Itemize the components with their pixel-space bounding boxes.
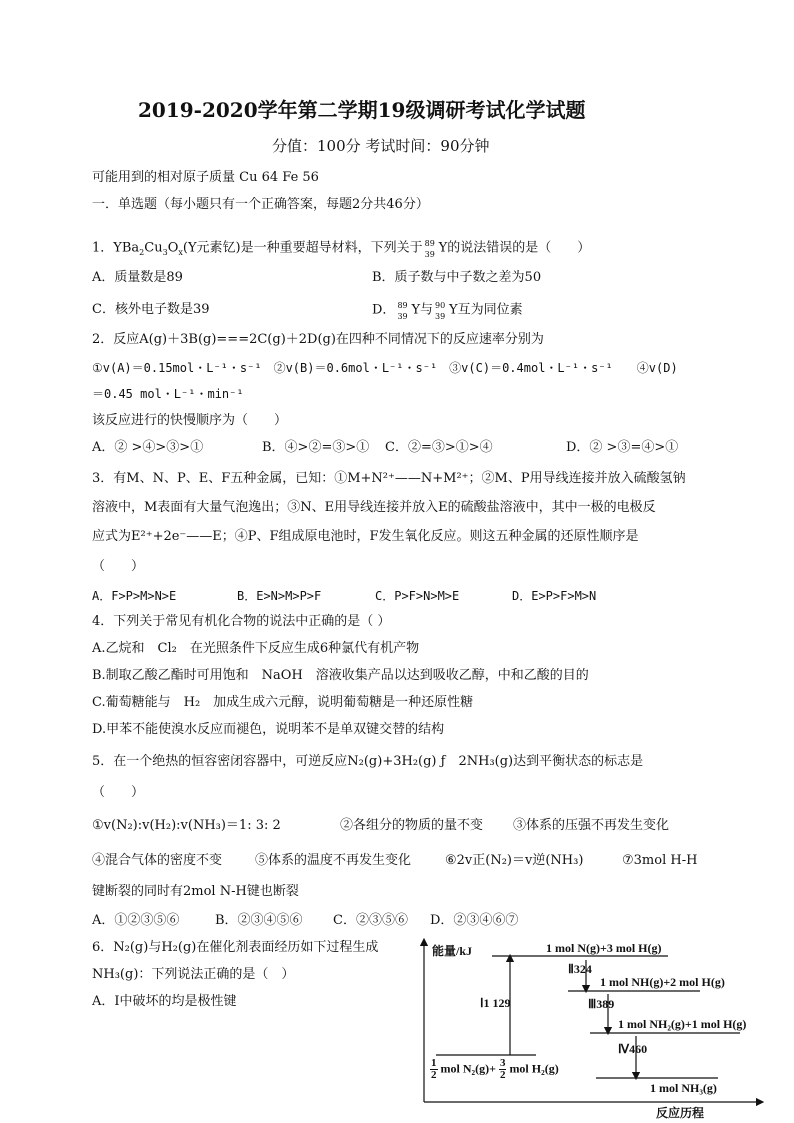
step-1-label: Ⅰ1 129 [480,996,511,1010]
q3-line2: 溶液中，M表面有大量气泡逸出；③N、E用导线连接并放入E的硫酸盐溶液中，其中一极的电极反 [92,500,656,515]
level-3-label: 1 mol NH₂(g)+1 mol H(g) [618,1017,747,1031]
page-title: 2019-2020学年第二学期19级调研考试化学试题 [138,98,586,122]
q2-stem: 2．反应A(g)＋3B(g)===2C(g)＋2D(g)在四种不同情况下的反应速率分别为 [92,332,544,347]
q6-line1: 6．N₂(g)与H₂(g)在催化剂表面经历如下过程生成 [92,940,379,955]
q2-rates-cont: ＝0.45 mol・L⁻¹・min⁻¹ [92,387,244,401]
step-3-label: Ⅲ389 [588,997,615,1011]
q1-stem-a: 1．YBa [92,240,140,256]
q1-option-a[interactable]: A．质量数是89 [92,270,183,285]
q5-cond-4: ④混合气体的密度不变 [92,853,223,868]
q5-option-d[interactable]: D．②③④⑥⑦ [430,913,519,928]
q1-stem: 1．$YBa_2Cu_3O_x(Y$元素钇)是一种重要超导材料，下列关于 89 39 Y的说法错误的是（ ） [92,239,591,259]
atomic-mass-note: 可能用到的相对原子质量 Cu 64 Fe 56 [92,170,319,185]
q4-stem: 4．下列关于常见有机化合物的说法中正确的是（ ） [92,614,391,629]
q3-option-b[interactable]: B．E>N>M>P>F [237,589,322,603]
q5-stem: 5．在一个绝热的恒容密闭容器中，可逆反应N₂(g)+3H₂(g) ƒ 2NH₃(g)达到平衡状态的标志是 [92,754,644,769]
q2-option-b[interactable]: B．④>②=③>① [262,440,370,455]
q5-option-c[interactable]: C．②③⑤⑥ [333,913,408,928]
q2-option-a[interactable]: A．② >④>③>① [92,440,204,455]
q5-paren: （ ） [92,785,145,800]
q1-option-d[interactable]: D． 89 39 Y与 90 39 Y互为同位素 [372,301,523,321]
q1-nuclide: 89 39 [424,239,435,259]
q5-cond-7: ⑦3mol H-H [622,853,698,868]
level-0-label: $\frac{1}{2}$ mol N₂(g)+ $\frac{3}{2}$ mol H₂(g) [431,1057,559,1081]
q4-option-d[interactable]: D.甲苯不能使溴水反应而褪色，说明苯不是单双键交替的结构 [92,722,445,737]
q5-cond-7-cont: 键断裂的同时有2mol N-H键也断裂 [92,884,299,899]
q1-stem-b: (Y元素钇)是一种重要超导材料，下列关于 [182,240,423,256]
q6-line2: NH₃(g)：下列说法正确的是（ ） [92,967,295,982]
q1-nuclide-90: 90 39 [435,301,446,321]
q3-option-a[interactable]: A．F>P>M>N>E [92,589,177,603]
q3-paren: （ ） [92,559,145,574]
level-2-label: 1 mol NH(g)+2 mol H(g) [600,975,725,989]
q5-option-a[interactable]: A．①②③⑤⑥ [92,913,180,928]
q5-cond-5: ⑤体系的温度不再发生变化 [255,853,412,868]
q4-option-c[interactable]: C.葡萄糖能与 H₂ 加成生成六元醇，说明葡萄糖是一种还原性糖 [92,695,474,710]
q1-option-c[interactable]: C．核外电子数是39 [92,302,210,317]
q3-option-c[interactable]: C．P>F>N>M>E [375,589,460,603]
level-4-label: 1 mol NH₃(g) [650,1081,717,1095]
q4-option-a[interactable]: A.乙烷和 Cl₂ 在光照条件下反应生成6种氯代有机产物 [92,641,420,656]
q1-nuclide-89: 89 39 [397,301,408,321]
q2-ask: 该反应进行的快慢顺序为（ ） [92,413,288,428]
q2-option-d[interactable]: D．② >③=④>① [566,440,679,455]
q5-cond-2: ②各组分的物质的量不变 [340,818,484,833]
level-1-label: 1 mol N(g)+3 mol H(g) [546,941,662,955]
q1-option-b[interactable]: B．质子数与中子数之差为50 [372,270,542,285]
q3-line3: 应式为E²⁺+2e⁻——E；④P、F组成原电池时，F发生氧化反应。则这五种金属的还原性顺序是 [92,529,639,544]
q4-option-b[interactable]: B.制取乙酸乙酯时可用饱和 NaOH 溶液收集产品以达到吸收乙醇，中和乙酸的目的 [92,668,589,683]
step-2-label: Ⅱ324 [568,962,592,976]
q5-option-b[interactable]: B．②③④⑤⑥ [215,913,303,928]
q5-cond-6: ⑥2v正(N₂)＝v逆(NH₃) [445,853,584,868]
q2-option-c[interactable]: C．②=③>①>④ [385,440,493,455]
q6-option-a[interactable]: A．I中破坏的均是极性键 [92,994,237,1009]
x-axis-label: 反应历程 [656,1106,705,1120]
q5-cond-1: ①v(N₂):v(H₂):v(NH₃)＝1: 3: 2 [92,818,281,833]
q5-cond-3: ③体系的压强不再发生变化 [513,818,670,833]
y-axis-label: 能量/kJ [432,944,473,958]
q2-rates: ①v(A)＝0.15mol・L⁻¹・s⁻¹ ②v(B)＝0.6mol・L⁻¹・s⁻¹ ③v(C)＝0.4mol・L⁻¹・s⁻¹ ④v(D) [92,361,678,375]
q1-stem-c: 的说法错误的是（ ） [447,240,591,256]
exam-meta: 分值：100分 考试时间：90分钟 [272,137,490,155]
q3-option-d[interactable]: D．E>P>F>M>N [512,589,597,603]
q3-line1: 3．有M、N、P、E、F五种金属，已知：①M+N²⁺——N+M²⁺；②M、P用导线连接并放入硫酸氢钠 [92,471,686,486]
step-4-label: Ⅳ460 [618,1042,648,1056]
section-heading: 一．单选题（每小题只有一个正确答案，每题2分共46分） [92,197,429,212]
